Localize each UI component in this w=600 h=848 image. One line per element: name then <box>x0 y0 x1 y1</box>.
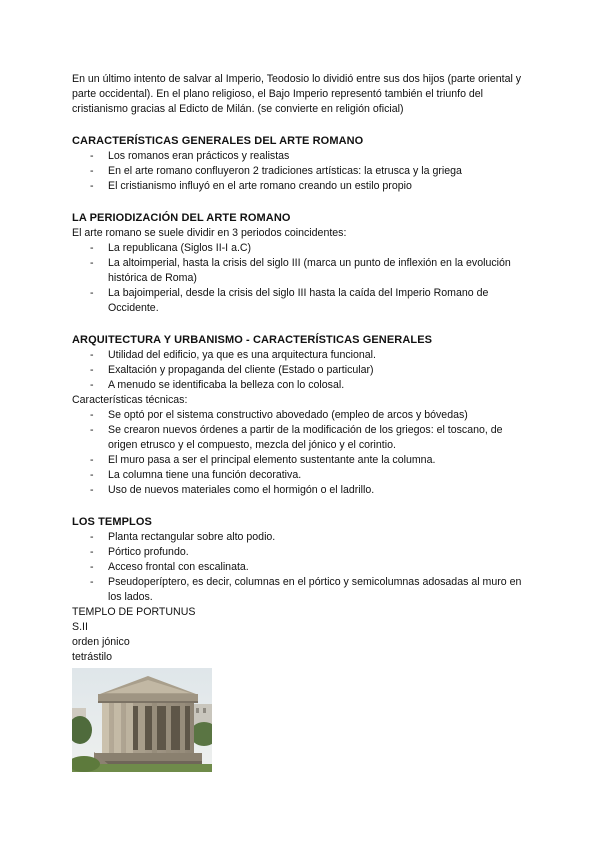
list-item: - Pórtico profundo. <box>108 545 532 560</box>
temple-century: S.II <box>72 621 88 633</box>
list-item: - En el arte romano confluyeron 2 tradiciones artísticas: la etrusca y la griega <box>108 164 532 179</box>
bullet-list <box>72 530 532 605</box>
document-page <box>72 72 532 772</box>
list-item: - Los romanos eran prácticos y realistas <box>108 149 532 164</box>
temple-name: TEMPLO DE PORTUNUS <box>72 606 196 618</box>
list-item: - La columna tiene una función decorativa. <box>108 468 532 483</box>
section-title: LOS TEMPLOS <box>72 516 152 528</box>
list-item: - El cristianismo influyó en el arte romano creando un estilo propio <box>108 179 532 194</box>
list-item: - Exaltación y propaganda del cliente (Estado o particular) <box>108 363 532 378</box>
section-title: LA PERIODIZACIÓN DEL ARTE ROMANO <box>72 212 291 224</box>
bullet-list <box>72 348 532 393</box>
bullet-list <box>72 408 532 498</box>
section-templos <box>72 515 532 772</box>
section-periodizacion <box>72 211 532 316</box>
list-item: - Se crearon nuevos órdenes a partir de la modificación de los griegos: el toscano, de origen etrusco y el compuesto, mezcla del jónico y el corintio. <box>108 423 532 453</box>
list-item: - Se optó por el sistema constructivo abovedado (empleo de arcos y bóvedas) <box>108 408 532 423</box>
temple-order: orden jónico <box>72 636 130 648</box>
intro-paragraph: En un último intento de salvar al Imperio, Teodosio lo dividió entre sus dos hijos (parte oriental y parte occidental). En el plano religioso, el Bajo Imperio representó también el triunfo del cristianismo gracias al Edicto de Milán. (se convierte en religión oficial) <box>72 73 522 115</box>
tecnicas-label: Características técnicas: <box>72 394 188 406</box>
list-item: - La altoimperial, hasta la crisis del siglo III (marca un punto de inflexión en la evolución histórica de Roma) <box>108 256 532 286</box>
temple-type: tetrástilo <box>72 651 113 663</box>
temple-photo <box>72 668 212 772</box>
bullet-list <box>72 241 532 316</box>
list-item: - Acceso frontal con escalinata. <box>108 560 532 575</box>
section-title: ARQUITECTURA Y URBANISMO - CARACTERÍSTICAS GENERALES <box>72 334 433 346</box>
temple-info <box>72 605 532 665</box>
bullet-list <box>72 149 532 194</box>
list-item: - Planta rectangular sobre alto podio. <box>108 530 532 545</box>
list-item: - Utilidad del edificio, ya que es una arquitectura funcional. <box>108 348 532 363</box>
list-item: - El muro pasa a ser el principal elemento sustentante ante la columna. <box>108 453 532 468</box>
section-title: CARACTERÍSTICAS GENERALES DEL ARTE ROMANO <box>72 135 364 147</box>
section-caracteristicas <box>72 134 532 194</box>
list-item: - A menudo se identificaba la belleza con lo colosal. <box>108 378 532 393</box>
list-item: - Pseudoperíptero, es decir, columnas en el pórtico y semicolumnas adosadas al muro en los lados. <box>108 575 532 605</box>
list-item: - La bajoimperial, desde la crisis del siglo III hasta la caída del Imperio Romano de Occidente. <box>108 286 532 316</box>
section-arquitectura <box>72 333 532 498</box>
section-intro: El arte romano se suele dividir en 3 periodos coincidentes: <box>72 227 347 239</box>
list-item: - Uso de nuevos materiales como el hormigón o el ladrillo. <box>108 483 532 498</box>
list-item: - La republicana (Siglos II-I a.C) <box>108 241 532 256</box>
